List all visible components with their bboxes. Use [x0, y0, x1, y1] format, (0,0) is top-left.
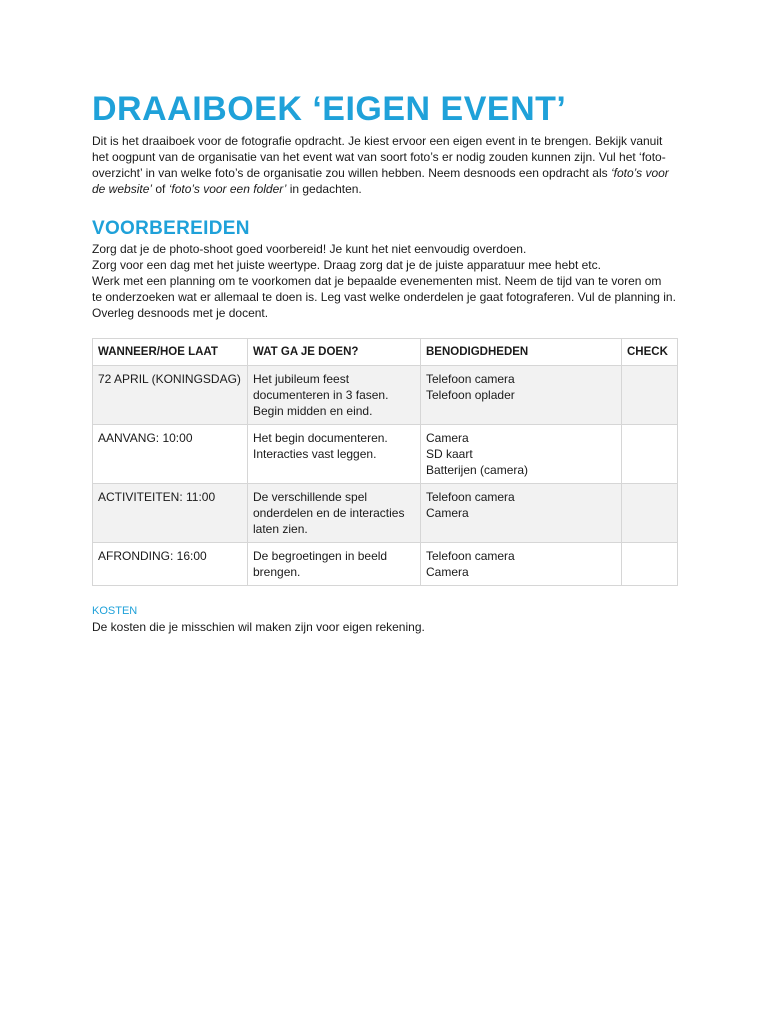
document-page [92, 88, 682, 635]
cell-check[interactable] [622, 543, 678, 586]
section-heading-kosten: KOSTEN [92, 605, 138, 617]
cell-when: AANVANG: 10:00 [93, 425, 248, 484]
cell-when: AFRONDING: 16:00 [93, 543, 248, 586]
prep-line: Overleg desnoods met je docent. [92, 306, 269, 320]
prep-line: Zorg voor een dag met het juiste weertype. Draag zorg dat je de juiste apparatuur mee hebt etc. [92, 258, 601, 272]
intro-line-2: het oogpunt van de organisatie van het event wat van soort foto’s er nodig zouden kunnen zijn. Vul het ‘foto- [92, 150, 666, 164]
intro-paragraph [92, 133, 682, 197]
header-what: WAT GA JE DOEN? [248, 339, 421, 366]
table-row [93, 366, 678, 425]
prep-line: te onderzoeken wat er allemaal te doen is. Leg vast welke onderdelen je gaat fotograferen. Vul de planning in. [92, 290, 676, 304]
cell-when: 72 APRIL (KONINGSDAG) [93, 366, 248, 425]
header-needs: BENODIGDHEDEN [421, 339, 622, 366]
cell-what: Het jubileum feest documenteren in 3 fasen. Begin midden en eind. [248, 366, 421, 425]
cell-check[interactable] [622, 484, 678, 543]
prep-line: Werk met een planning om te voorkomen dat je bepaalde evenementen mist. Neem de tijd van te voren om [92, 274, 662, 288]
cell-needs: Telefoon camera Camera [421, 484, 622, 543]
page-title: DRAAIBOEK ‘EIGEN EVENT’ [92, 90, 567, 128]
intro-italic-website-2: de website’ [92, 182, 153, 196]
intro-italic-folder: ‘foto’s voor een folder’ [168, 182, 287, 196]
intro-line-3: overzicht’ in van welke foto’s de organisatie zou willen hebben. Neem desnoods een opdracht als [92, 166, 611, 180]
table-row [93, 543, 678, 586]
header-when: WANNEER/HOE LAAT [93, 339, 248, 366]
header-check: CHECK [622, 339, 678, 366]
table-header-row [93, 339, 678, 366]
cell-needs: Camera SD kaart Batterijen (camera) [421, 425, 622, 484]
table-row [93, 484, 678, 543]
cell-what: De verschillende spel onderdelen en de interacties laten zien. [248, 484, 421, 543]
intro-of: of [152, 182, 169, 196]
cell-when: ACTIVITEITEN: 11:00 [93, 484, 248, 543]
section-heading-voorbereiden: VOORBEREIDEN [92, 218, 250, 239]
table-row [93, 425, 678, 484]
intro-line-1: Dit is het draaiboek voor de fotografie opdracht. Je kiest ervoor een eigen event in te brengen. Bekijk vanuit [92, 134, 663, 148]
cell-needs: Telefoon camera Camera [421, 543, 622, 586]
prep-paragraph [92, 241, 682, 321]
cell-check[interactable] [622, 425, 678, 484]
cell-what: Het begin documenteren. Interacties vast leggen. [248, 425, 421, 484]
kosten-text: De kosten die je misschien wil maken zijn voor eigen rekening. [92, 620, 425, 634]
planning-table [92, 338, 678, 586]
cell-needs: Telefoon camera Telefoon oplader [421, 366, 622, 425]
intro-end: in gedachten. [286, 182, 362, 196]
cell-check[interactable] [622, 366, 678, 425]
intro-italic-website-1: ‘foto’s voor [610, 166, 669, 180]
prep-line: Zorg dat je de photo-shoot goed voorbereid! Je kunt het niet eenvoudig overdoen. [92, 242, 527, 256]
cell-what: De begroetingen in beeld brengen. [248, 543, 421, 586]
